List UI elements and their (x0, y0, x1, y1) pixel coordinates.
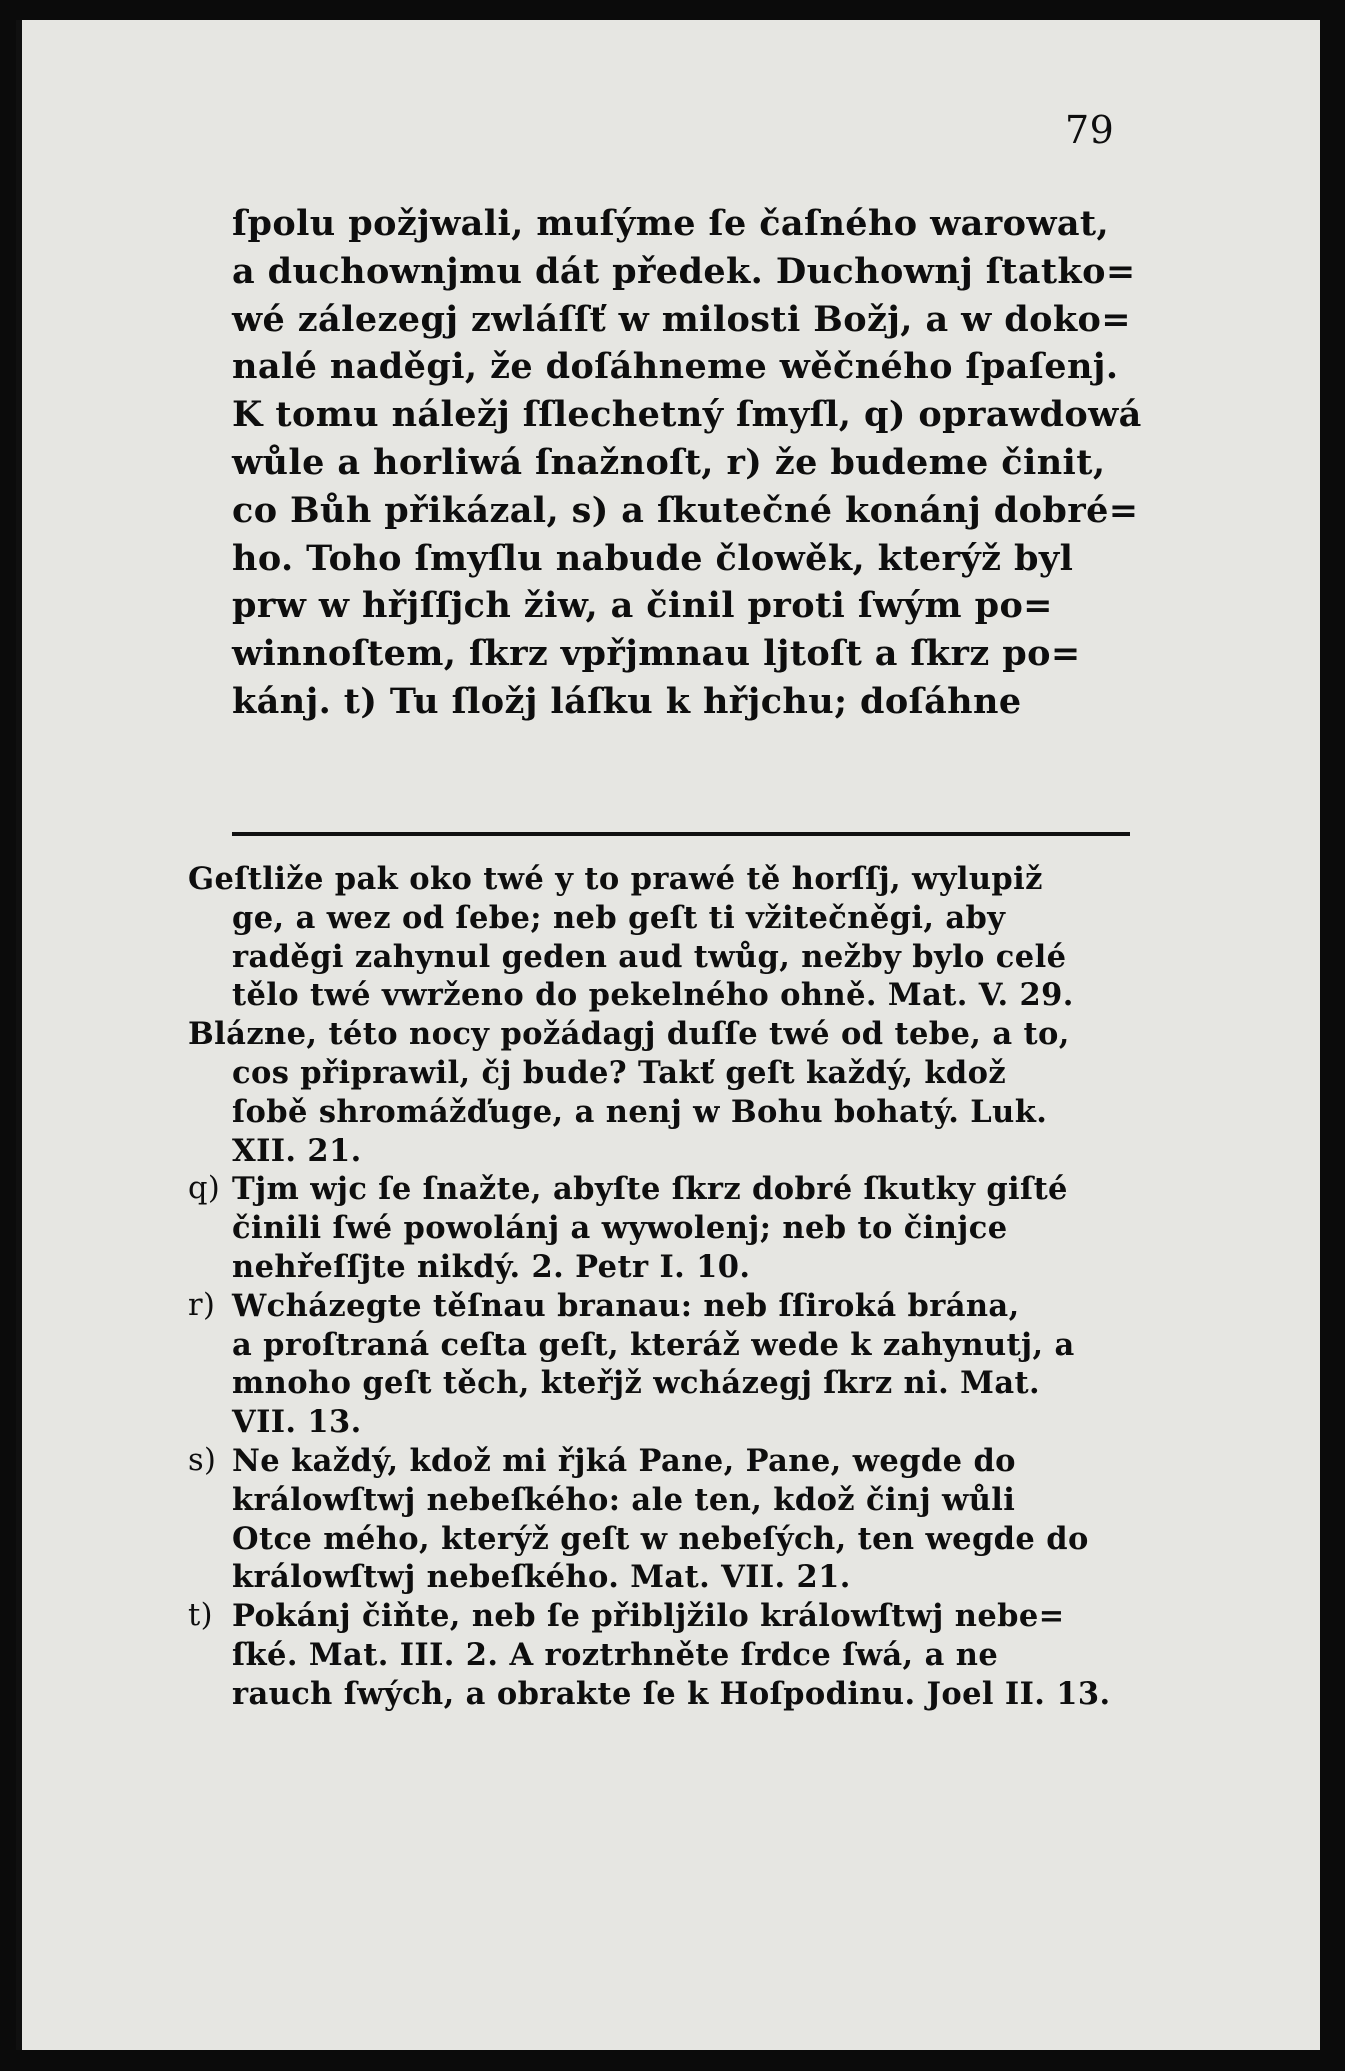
footnote-line: cos připrawil, čj bude? Takť geſt každý, kdož (232, 1054, 1007, 1091)
footnote-line: Geſtliže pak oko twé y to prawé tě horſſj, wylupiž (188, 861, 1043, 897)
footnote-line: králowſtwj nebeſkého: ale ten, kdož činj wůli (232, 1481, 1016, 1518)
footnote-s (188, 1442, 1148, 1597)
footnote-line: tělo twé vwrženo do pekelného ohně. Mat. V. 29. (232, 977, 1074, 1014)
footnote-line: králowſtwj nebeſkého. Mat. VII. 21. (232, 1559, 851, 1596)
footnote-line: Blázne, této nocy požádagj duſſe twé od tebe, a to, (188, 1016, 1070, 1053)
text-line: wé zálezegj zwláſſť w milosti Božj, a w doko= (232, 298, 1131, 340)
text-line: a duchownjmu dát předek. Duchownj ſtatko= (232, 250, 1136, 292)
footnote (188, 860, 1148, 1015)
footnote-mark: q) (188, 1171, 221, 1207)
footnote-line: činili ſwé powolánj a wywolenj; neb to činjce (232, 1210, 1008, 1247)
footnotes (188, 860, 1148, 1714)
footnote-line: Wcházegte těſnau branau: neb ſſiroká brána, (232, 1287, 1020, 1324)
footnote-line: raděgi zahynul geden aud twůg, nežby bylo celé (232, 938, 1067, 975)
text-line: kánj. t) Tu ſložj láſku k hřjchu; doſáhne (232, 680, 1022, 722)
text-line: K tomu náležj ſſlechetný ſmyſl, q) oprawdowá (232, 394, 1142, 436)
footnote-line: VII. 13. (232, 1404, 362, 1441)
text-line: ſpolu požjwali, muſýme ſe čaſného warowat, (232, 203, 1110, 244)
footnote-line: ge, a wez od ſebe; neb geſt ti vžitečněgi, aby (232, 899, 1006, 936)
footnote-line: Otce mého, kterýž geſt w nebeſých, ten wegde do (232, 1520, 1089, 1557)
footnote-line: a proſtraná ceſta geſt, kteráž wede k zahynutj, a (232, 1326, 1075, 1363)
footnote-mark: t) (188, 1598, 213, 1634)
text-line: ho. Toho ſmyſlu nabude člowěk, kterýž byl (232, 537, 1074, 579)
footnote-line: mnoho geſt těch, kteřjž wcházegj ſkrz ni. Mat. (232, 1365, 1040, 1402)
footnote-r (188, 1287, 1148, 1442)
footnote-line: Tjm wjc ſe ſnažte, abyſte ſkrz dobré ſkutky giſté (232, 1171, 1068, 1208)
footnote-line: rauch ſwých, a obrakte ſe k Hoſpodinu. Joel II. 13. (232, 1675, 1111, 1712)
footnote-line: XII. 21. (232, 1132, 362, 1169)
text-line: winnoſtem, ſkrz vpřjmnau ljtoſt a ſkrz po= (232, 633, 1081, 675)
text-line: wůle a horliwá ſnažnoſt, r) že budeme činit, (232, 441, 1106, 483)
footnote-line: Pokánj čiňte, neb ſe přibljžilo králowſtwj nebe= (232, 1598, 1065, 1635)
footnote-line: Ne každý, kdož mi řjká Pane, Pane, wegde do (232, 1442, 1016, 1479)
footnote-mark: s) (188, 1442, 217, 1478)
text-line: co Bůh přikázal, s) a ſkutečné konánj dobré= (232, 489, 1139, 531)
footnote-divider (232, 832, 1130, 836)
footnote-line: ſké. Mat. III. 2. A roztrhněte ſrdce ſwá, a ne (232, 1636, 999, 1673)
footnote (188, 1015, 1148, 1170)
text-line: prw w hřjſſjch žiw, a činil proti ſwým po= (232, 585, 1053, 627)
footnote-line: ſobě shromážďuge, a nenj w Bohu bohatý. Luk. (232, 1093, 1048, 1130)
footnote-t (188, 1597, 1148, 1713)
footnote-mark: r) (188, 1287, 216, 1323)
main-text (232, 200, 1142, 726)
footnote-line: nehřeſſjte nikdý. 2. Petr I. 10. (232, 1248, 751, 1285)
page-number: 79 (1065, 108, 1115, 152)
footnote-q (188, 1170, 1148, 1286)
text-line: nalé naděgi, že doſáhneme wěčného ſpaſenj. (232, 346, 1119, 388)
